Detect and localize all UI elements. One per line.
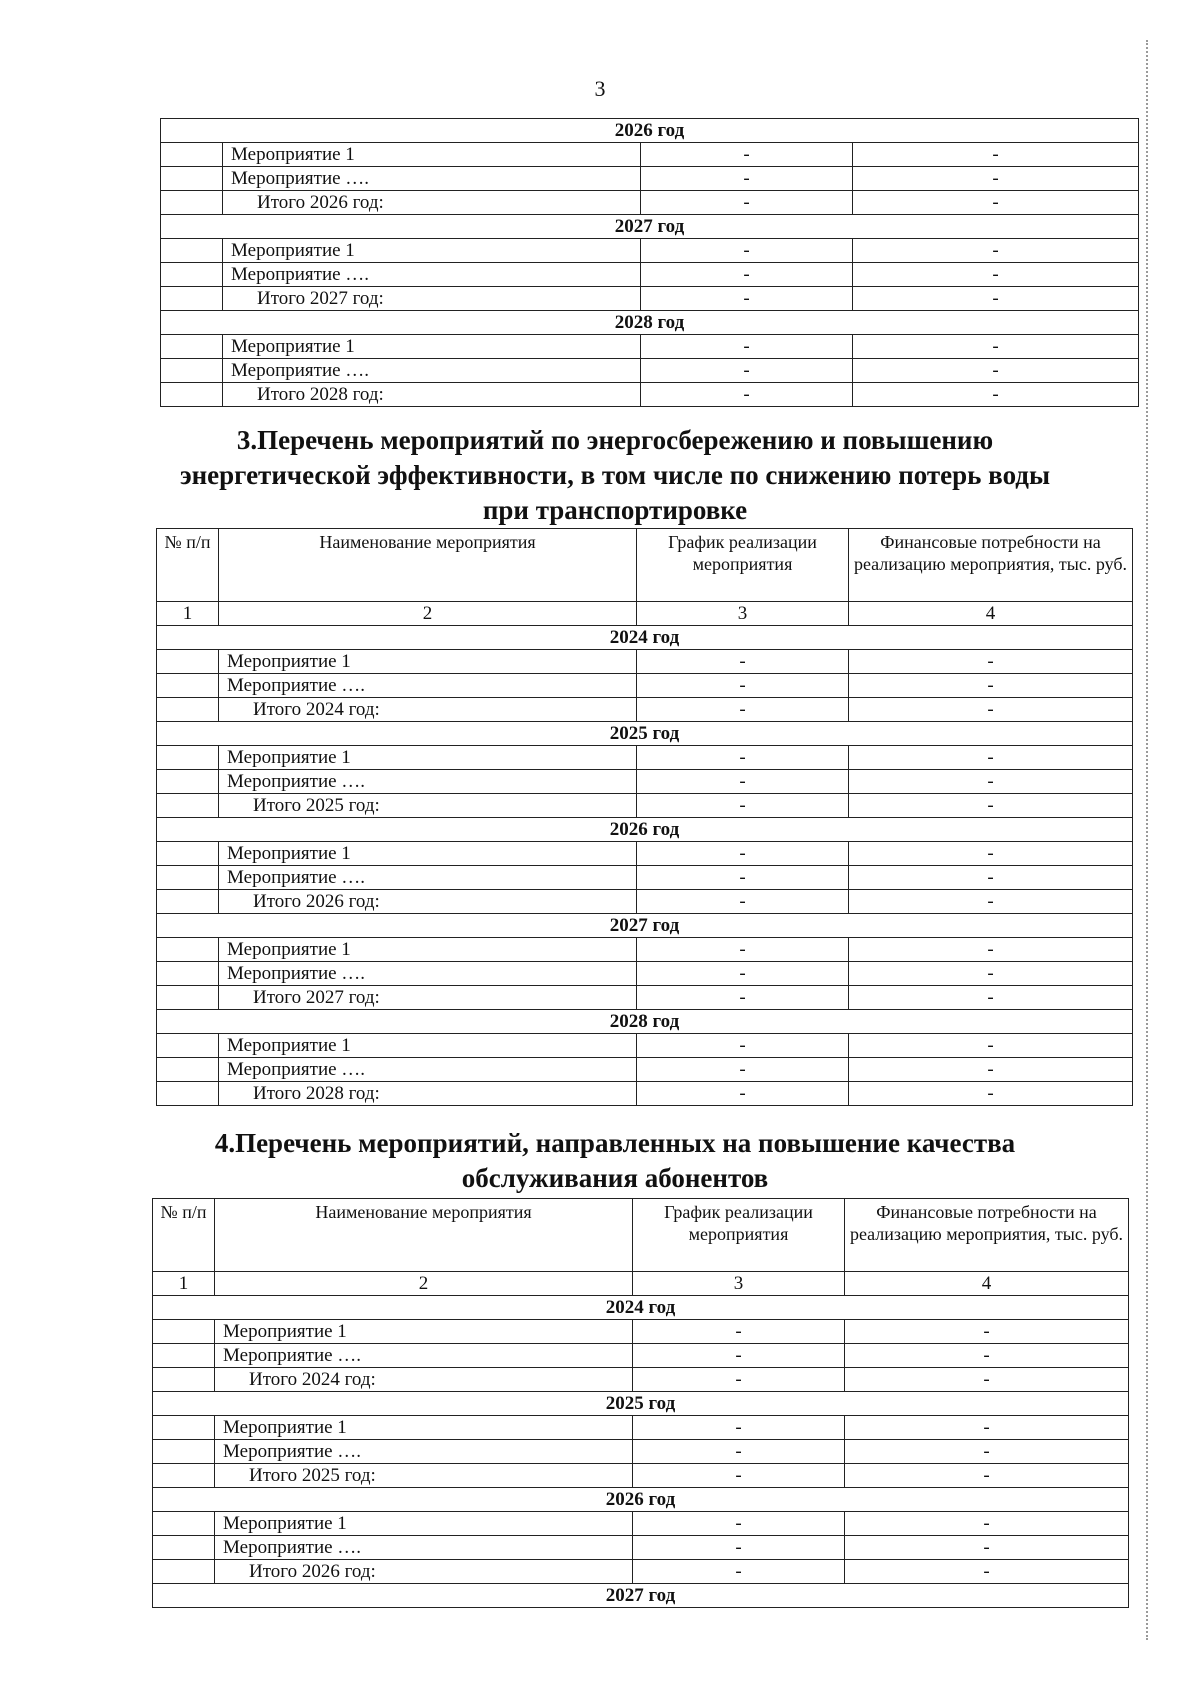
- year-label: 2024 год: [157, 626, 1133, 650]
- header-finance: Финансовые потребности на реализацию мероприятия, тыс. руб.: [849, 529, 1133, 602]
- row-name: Мероприятие 1: [215, 1416, 633, 1440]
- year-row: [157, 626, 1133, 650]
- column-number: 3: [633, 1272, 845, 1296]
- row-name: Итого 2028 год:: [223, 383, 641, 407]
- table-row: [157, 1058, 1133, 1082]
- row-schedule: -: [633, 1512, 845, 1536]
- row-number: [153, 1440, 215, 1464]
- row-schedule: -: [641, 143, 853, 167]
- row-finance: -: [849, 1034, 1133, 1058]
- row-number: [157, 746, 219, 770]
- row-schedule: -: [637, 746, 849, 770]
- row-number: [161, 143, 223, 167]
- section-4-table-body: [153, 1199, 1129, 1608]
- year-row: [153, 1296, 1129, 1320]
- table-continued-body: [161, 119, 1139, 407]
- row-finance: -: [845, 1464, 1129, 1488]
- row-number: [161, 359, 223, 383]
- row-name: Мероприятие ….: [223, 167, 641, 191]
- row-name: Мероприятие ….: [215, 1440, 633, 1464]
- row-name: Итого 2027 год:: [223, 287, 641, 311]
- row-finance: -: [849, 650, 1133, 674]
- year-row: [153, 1392, 1129, 1416]
- year-row: [157, 914, 1133, 938]
- row-schedule: -: [637, 650, 849, 674]
- table-row: [157, 866, 1133, 890]
- year-row: [153, 1488, 1129, 1512]
- year-label: 2027 год: [153, 1584, 1129, 1608]
- section-4-title-line: обслуживания абонентов: [461, 1163, 769, 1193]
- table-header-row: [153, 1199, 1129, 1272]
- row-name: Мероприятие ….: [219, 866, 637, 890]
- year-label: 2028 год: [157, 1010, 1133, 1034]
- year-row: [157, 818, 1133, 842]
- row-finance: -: [845, 1368, 1129, 1392]
- row-finance: -: [849, 962, 1133, 986]
- section-3-table-body: [157, 529, 1133, 1106]
- row-number: [161, 383, 223, 407]
- table-row: [157, 986, 1133, 1010]
- row-name: Итого 2024 год:: [215, 1368, 633, 1392]
- column-number: 2: [219, 602, 637, 626]
- row-name: Мероприятие 1: [219, 938, 637, 962]
- row-schedule: -: [641, 167, 853, 191]
- table-row: [157, 938, 1133, 962]
- header-num: № п/п: [153, 1199, 215, 1272]
- year-label: 2028 год: [161, 311, 1139, 335]
- row-schedule: -: [641, 239, 853, 263]
- header-schedule: График реализации мероприятия: [633, 1199, 845, 1272]
- row-finance: -: [853, 239, 1139, 263]
- row-number: [157, 794, 219, 818]
- row-name: Мероприятие 1: [215, 1320, 633, 1344]
- table-row: [153, 1344, 1129, 1368]
- column-number: 3: [637, 602, 849, 626]
- table-row: [161, 143, 1139, 167]
- table-row: [161, 191, 1139, 215]
- table-row: [161, 263, 1139, 287]
- row-number: [161, 287, 223, 311]
- column-number: 4: [845, 1272, 1129, 1296]
- row-schedule: -: [633, 1536, 845, 1560]
- row-finance: -: [845, 1320, 1129, 1344]
- row-finance: -: [849, 842, 1133, 866]
- table-row: [161, 359, 1139, 383]
- row-finance: -: [853, 335, 1139, 359]
- row-number: [157, 1058, 219, 1082]
- row-finance: -: [853, 383, 1139, 407]
- row-name: Мероприятие ….: [215, 1536, 633, 1560]
- row-finance: -: [849, 986, 1133, 1010]
- table-row: [153, 1320, 1129, 1344]
- column-number: 1: [157, 602, 219, 626]
- row-name: Мероприятие ….: [219, 962, 637, 986]
- row-number: [157, 1034, 219, 1058]
- row-schedule: -: [637, 962, 849, 986]
- year-row: [153, 1584, 1129, 1608]
- table-row: [157, 698, 1133, 722]
- row-schedule: -: [637, 794, 849, 818]
- section-4-title-line: 4.Перечень мероприятий, направленных на повышение качества: [214, 1128, 1016, 1158]
- row-schedule: -: [641, 191, 853, 215]
- table-row: [157, 794, 1133, 818]
- row-number: [153, 1560, 215, 1584]
- column-number: 1: [153, 1272, 215, 1296]
- row-finance: -: [849, 746, 1133, 770]
- table-row: [157, 650, 1133, 674]
- table-row: [157, 770, 1133, 794]
- year-label: 2026 год: [157, 818, 1133, 842]
- row-name: Мероприятие ….: [219, 770, 637, 794]
- row-schedule: -: [633, 1344, 845, 1368]
- row-number: [161, 239, 223, 263]
- row-name: Итого 2025 год:: [219, 794, 637, 818]
- row-finance: -: [849, 698, 1133, 722]
- row-name: Мероприятие 1: [223, 143, 641, 167]
- row-finance: -: [853, 143, 1139, 167]
- year-row: [157, 1010, 1133, 1034]
- row-name: Мероприятие ….: [223, 359, 641, 383]
- year-row: [157, 722, 1133, 746]
- section-3-title: [150, 423, 1080, 528]
- table-row: [153, 1536, 1129, 1560]
- row-schedule: -: [637, 1082, 849, 1106]
- column-number: 4: [849, 602, 1133, 626]
- row-finance: -: [849, 770, 1133, 794]
- column-number: 2: [215, 1272, 633, 1296]
- row-finance: -: [853, 359, 1139, 383]
- row-number: [153, 1344, 215, 1368]
- row-name: Мероприятие ….: [223, 263, 641, 287]
- row-name: Итого 2027 год:: [219, 986, 637, 1010]
- table-row: [157, 674, 1133, 698]
- section-4-title: [150, 1126, 1080, 1196]
- row-number: [161, 335, 223, 359]
- row-schedule: -: [633, 1368, 845, 1392]
- row-schedule: -: [641, 383, 853, 407]
- row-finance: -: [845, 1536, 1129, 1560]
- row-schedule: -: [637, 770, 849, 794]
- year-row: [161, 311, 1139, 335]
- row-number: [153, 1320, 215, 1344]
- row-number: [157, 890, 219, 914]
- row-number: [161, 191, 223, 215]
- year-row: [161, 119, 1139, 143]
- table-row: [157, 1034, 1133, 1058]
- row-name: Мероприятие 1: [219, 650, 637, 674]
- table-row: [157, 842, 1133, 866]
- row-schedule: -: [633, 1464, 845, 1488]
- row-finance: -: [849, 890, 1133, 914]
- row-schedule: -: [633, 1440, 845, 1464]
- row-schedule: -: [641, 359, 853, 383]
- table-row: [161, 335, 1139, 359]
- row-schedule: -: [637, 866, 849, 890]
- section-3-title-line: при транспортировке: [482, 495, 748, 525]
- row-number: [153, 1464, 215, 1488]
- row-name: Итого 2026 год:: [215, 1560, 633, 1584]
- row-name: Мероприятие ….: [219, 674, 637, 698]
- row-finance: -: [849, 674, 1133, 698]
- header-schedule: График реализации мероприятия: [637, 529, 849, 602]
- row-finance: -: [853, 263, 1139, 287]
- year-label: 2024 год: [153, 1296, 1129, 1320]
- row-number: [153, 1416, 215, 1440]
- table-row: [161, 167, 1139, 191]
- row-number: [157, 938, 219, 962]
- row-schedule: -: [641, 263, 853, 287]
- column-number-row: [153, 1272, 1129, 1296]
- table-continued: [160, 118, 1139, 407]
- row-name: Итого 2028 год:: [219, 1082, 637, 1106]
- table-row: [161, 383, 1139, 407]
- section-3-table: [156, 528, 1133, 1106]
- row-schedule: -: [637, 1034, 849, 1058]
- section-3-title-line: энергетической эффективности, в том числе по снижению потерь воды: [179, 460, 1051, 490]
- row-finance: -: [849, 1058, 1133, 1082]
- row-number: [157, 1082, 219, 1106]
- row-schedule: -: [633, 1320, 845, 1344]
- header-num: № п/п: [157, 529, 219, 602]
- table-row: [157, 1082, 1133, 1106]
- row-number: [157, 650, 219, 674]
- table-row: [153, 1560, 1129, 1584]
- year-row: [161, 215, 1139, 239]
- row-name: Мероприятие 1: [219, 1034, 637, 1058]
- row-name: Итого 2025 год:: [215, 1464, 633, 1488]
- year-label: 2025 год: [153, 1392, 1129, 1416]
- row-finance: -: [845, 1560, 1129, 1584]
- row-finance: -: [845, 1416, 1129, 1440]
- row-number: [153, 1512, 215, 1536]
- table-row: [153, 1512, 1129, 1536]
- row-finance: -: [849, 1082, 1133, 1106]
- row-schedule: -: [637, 890, 849, 914]
- row-number: [157, 770, 219, 794]
- row-finance: -: [853, 191, 1139, 215]
- page-number: 3: [594, 76, 606, 101]
- header-finance: Финансовые потребности на реализацию мероприятия, тыс. руб.: [845, 1199, 1129, 1272]
- row-number: [157, 866, 219, 890]
- row-number: [157, 962, 219, 986]
- row-name: Мероприятие ….: [215, 1344, 633, 1368]
- row-name: Мероприятие ….: [219, 1058, 637, 1082]
- row-name: Мероприятие 1: [215, 1512, 633, 1536]
- row-number: [153, 1368, 215, 1392]
- year-label: 2027 год: [157, 914, 1133, 938]
- table-row: [161, 239, 1139, 263]
- row-number: [157, 698, 219, 722]
- row-finance: -: [845, 1344, 1129, 1368]
- year-label: 2026 год: [161, 119, 1139, 143]
- table-row: [157, 890, 1133, 914]
- column-number-row: [157, 602, 1133, 626]
- row-name: Мероприятие 1: [219, 746, 637, 770]
- row-number: [157, 842, 219, 866]
- row-schedule: -: [641, 287, 853, 311]
- table-row: [157, 962, 1133, 986]
- row-schedule: -: [633, 1560, 845, 1584]
- row-schedule: -: [637, 674, 849, 698]
- row-finance: -: [845, 1440, 1129, 1464]
- row-schedule: -: [637, 986, 849, 1010]
- row-finance: -: [853, 287, 1139, 311]
- row-schedule: -: [637, 842, 849, 866]
- table-row: [153, 1416, 1129, 1440]
- section-4-table: [152, 1198, 1129, 1608]
- table-row: [153, 1368, 1129, 1392]
- row-number: [161, 167, 223, 191]
- section-3-title-line: 3.Перечень мероприятий по энергосбережению и повышению: [236, 425, 994, 455]
- table-row: [157, 746, 1133, 770]
- table-row: [153, 1464, 1129, 1488]
- row-number: [153, 1536, 215, 1560]
- row-schedule: -: [633, 1416, 845, 1440]
- row-finance: -: [853, 167, 1139, 191]
- scan-edge: [1142, 40, 1148, 1640]
- row-finance: -: [845, 1512, 1129, 1536]
- header-name: Наименование мероприятия: [219, 529, 637, 602]
- header-name: Наименование мероприятия: [215, 1199, 633, 1272]
- year-label: 2027 год: [161, 215, 1139, 239]
- row-finance: -: [849, 866, 1133, 890]
- row-name: Мероприятие 1: [223, 239, 641, 263]
- row-number: [157, 674, 219, 698]
- row-number: [157, 986, 219, 1010]
- row-schedule: -: [637, 938, 849, 962]
- row-finance: -: [849, 938, 1133, 962]
- year-label: 2025 год: [157, 722, 1133, 746]
- row-name: Итого 2024 год:: [219, 698, 637, 722]
- row-schedule: -: [641, 335, 853, 359]
- row-schedule: -: [637, 698, 849, 722]
- row-name: Итого 2026 год:: [223, 191, 641, 215]
- row-name: Итого 2026 год:: [219, 890, 637, 914]
- row-schedule: -: [637, 1058, 849, 1082]
- row-name: Мероприятие 1: [219, 842, 637, 866]
- row-finance: -: [849, 794, 1133, 818]
- row-name: Мероприятие 1: [223, 335, 641, 359]
- year-label: 2026 год: [153, 1488, 1129, 1512]
- table-row: [153, 1440, 1129, 1464]
- row-number: [161, 263, 223, 287]
- table-header-row: [157, 529, 1133, 602]
- table-row: [161, 287, 1139, 311]
